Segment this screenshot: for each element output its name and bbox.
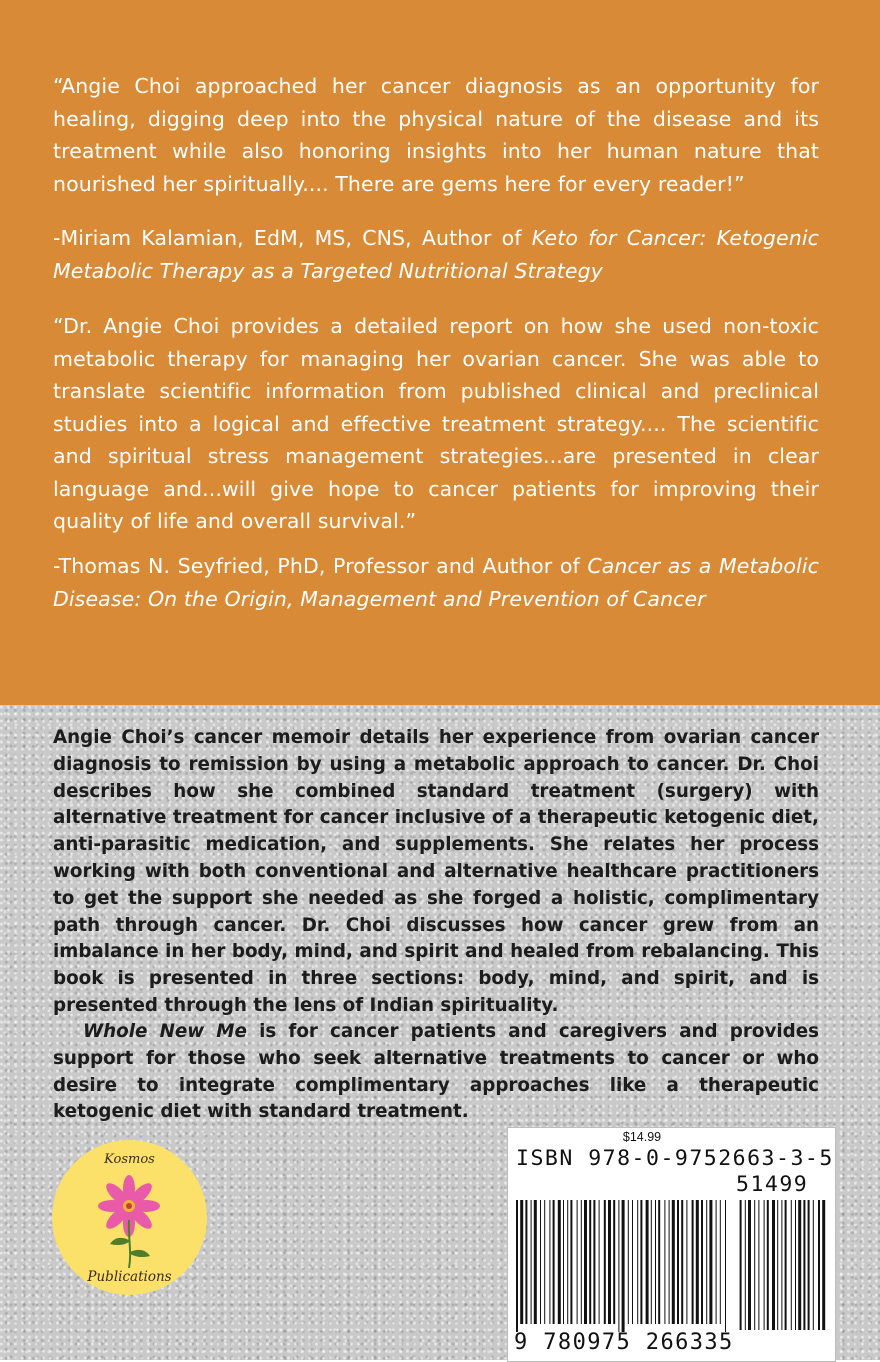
barcode-bar — [549, 1200, 550, 1324]
endorsement-quote-1: “Angie Choi approached her cancer diagnosis as an opportunity for healing, digging deep into the physical nature of the disease and its treatment while also honoring insights into her human nature that nourished her spiritually.... There are gems here for every reader!” — [53, 74, 819, 196]
price-addon-number: 51499 — [736, 1172, 809, 1197]
attribution-book-2: Cancer as a Metabolic Disease: On the Origin, Management and Prevention of Cancer — [53, 554, 819, 611]
addon-bar — [740, 1200, 742, 1330]
barcode-bar — [553, 1200, 555, 1324]
addon-bar — [772, 1200, 775, 1330]
attribution-author-2: -Thomas N. Seyfried, PhD, Professor and Author of — [53, 554, 588, 578]
barcode-bar — [640, 1200, 642, 1324]
barcode-bar — [525, 1200, 527, 1324]
addon-bar — [754, 1200, 755, 1330]
attribution-book-1: Keto for Cancer: Ketogenic Metabolic Therapy as a Targeted Nutritional Strategy — [53, 226, 819, 283]
barcode-bar — [567, 1200, 568, 1324]
barcode-bar — [604, 1200, 606, 1324]
addon-bar — [748, 1200, 751, 1330]
barcode-bar — [581, 1200, 582, 1324]
publisher-logo — [52, 1140, 207, 1295]
barcode-label — [507, 1127, 836, 1362]
addon-bar — [795, 1200, 796, 1330]
barcode-bar — [608, 1200, 611, 1324]
barcode-bar — [658, 1200, 660, 1324]
barcode-bar — [637, 1200, 638, 1324]
addon-bar — [813, 1200, 814, 1330]
barcode-bar — [584, 1200, 587, 1324]
barcode-bars — [516, 1200, 828, 1332]
publisher-name-bottom: Publications — [87, 1269, 172, 1285]
addon-bar — [791, 1200, 792, 1330]
addon-bar — [781, 1200, 782, 1330]
barcode-bar — [672, 1200, 675, 1324]
barcode-bar — [531, 1200, 532, 1324]
book-audience-text: is for cancer patients and caregivers and provides support for those who seek alternative treatments to cancer or who desire to integrate complimentary approaches like a therapeutic ketogenic diet with standard treatment. — [53, 1021, 819, 1123]
barcode-bar — [692, 1200, 694, 1324]
barcode-bar — [677, 1200, 679, 1324]
price-label: $14.99 — [622, 1130, 662, 1144]
barcode-bar — [613, 1200, 615, 1324]
barcode-bar — [599, 1200, 600, 1324]
endorsement-attribution-1 — [53, 222, 819, 287]
barcode-bar — [534, 1200, 537, 1324]
barcode-bar — [716, 1200, 717, 1324]
barcode-bar — [516, 1200, 518, 1332]
book-description: Angie Choi’s cancer memoir details her experience from ovarian cancer diagnosis to remission by using a metabolic approach to cancer. Dr. Choi describes how she combined standard treatment (surgery) with alternative treatment for cancer inclusive of a therapeutic ketogenic diet, anti-parasitic medication, and supplements. She relates her process working with both conventional and alternative healthcare practitioners to get the support she needed as she forged a holistic, complimentary path through cancer. Dr. Choi discusses how cancer grew from an imbalance in her body, mind, and spirit and healed from rebalancing. This book is presented in three sections: body, mind, and spirit, and is presented through the lens of Indian spirituality. — [53, 727, 819, 1016]
barcode-bar — [563, 1200, 564, 1324]
ean-number: 9 780975 266335 — [514, 1330, 734, 1355]
barcode-bar — [664, 1200, 665, 1324]
barcode-bar — [669, 1200, 670, 1324]
barcode-bar — [520, 1200, 523, 1324]
barcode-bar — [540, 1200, 541, 1324]
barcode-bar — [628, 1200, 629, 1324]
barcode-bar — [701, 1200, 703, 1324]
barcode-bar — [651, 1200, 652, 1324]
addon-bar — [758, 1200, 759, 1330]
addon-bar — [798, 1200, 801, 1330]
barcode-bar — [544, 1200, 545, 1324]
barcode-bar — [706, 1200, 707, 1324]
book-title: Whole New Me — [83, 1021, 247, 1042]
addon-bar — [745, 1200, 746, 1330]
barcode-bar — [681, 1200, 683, 1324]
book-audience — [53, 1019, 819, 1126]
endorsement-attribution-2 — [53, 550, 819, 615]
barcode-bar — [632, 1200, 633, 1324]
endorsement-quote-2: “Dr. Angie Choi provides a detailed report on how she used non-toxic metabolic therapy for managing her ovarian cancer. She was able to translate scientific information from published clinical and preclinical studies into a logical and effective treatment strategy.... The scientific and spiritual stress management strategies...are presented in clear language and...will give hope to cancer patients for improving their quality of life and overall survival.” — [53, 314, 819, 533]
addon-bar — [822, 1200, 825, 1330]
barcode-bar — [589, 1200, 591, 1324]
addon-bar — [785, 1200, 787, 1330]
isbn-number: ISBN 978-0-9752663-3-5 — [516, 1146, 834, 1171]
addon-bar — [808, 1200, 810, 1330]
addon-bar — [777, 1200, 778, 1330]
barcode-bar — [618, 1200, 619, 1332]
barcode-bar — [622, 1200, 625, 1332]
barcode-bar — [686, 1200, 687, 1324]
addon-bar — [818, 1200, 820, 1330]
barcode-bar — [577, 1200, 578, 1324]
barcode-bar — [696, 1200, 699, 1324]
barcode-bar — [570, 1200, 572, 1324]
addon-bar — [803, 1200, 805, 1330]
addon-bar — [764, 1200, 765, 1330]
addon-bar — [767, 1200, 769, 1330]
barcode-bar — [646, 1200, 649, 1324]
barcode-bar — [593, 1200, 595, 1324]
barcode-bar — [720, 1200, 721, 1324]
attribution-author-1: -Miriam Kalamian, EdM, MS, CNS, Author of — [53, 226, 532, 250]
barcode-bar — [655, 1200, 656, 1324]
flower-icon — [92, 1168, 167, 1268]
publisher-name-top: Kosmos — [104, 1152, 155, 1167]
barcode-bar — [709, 1200, 712, 1324]
barcode-bar — [725, 1200, 726, 1332]
barcode-bar — [558, 1200, 561, 1324]
